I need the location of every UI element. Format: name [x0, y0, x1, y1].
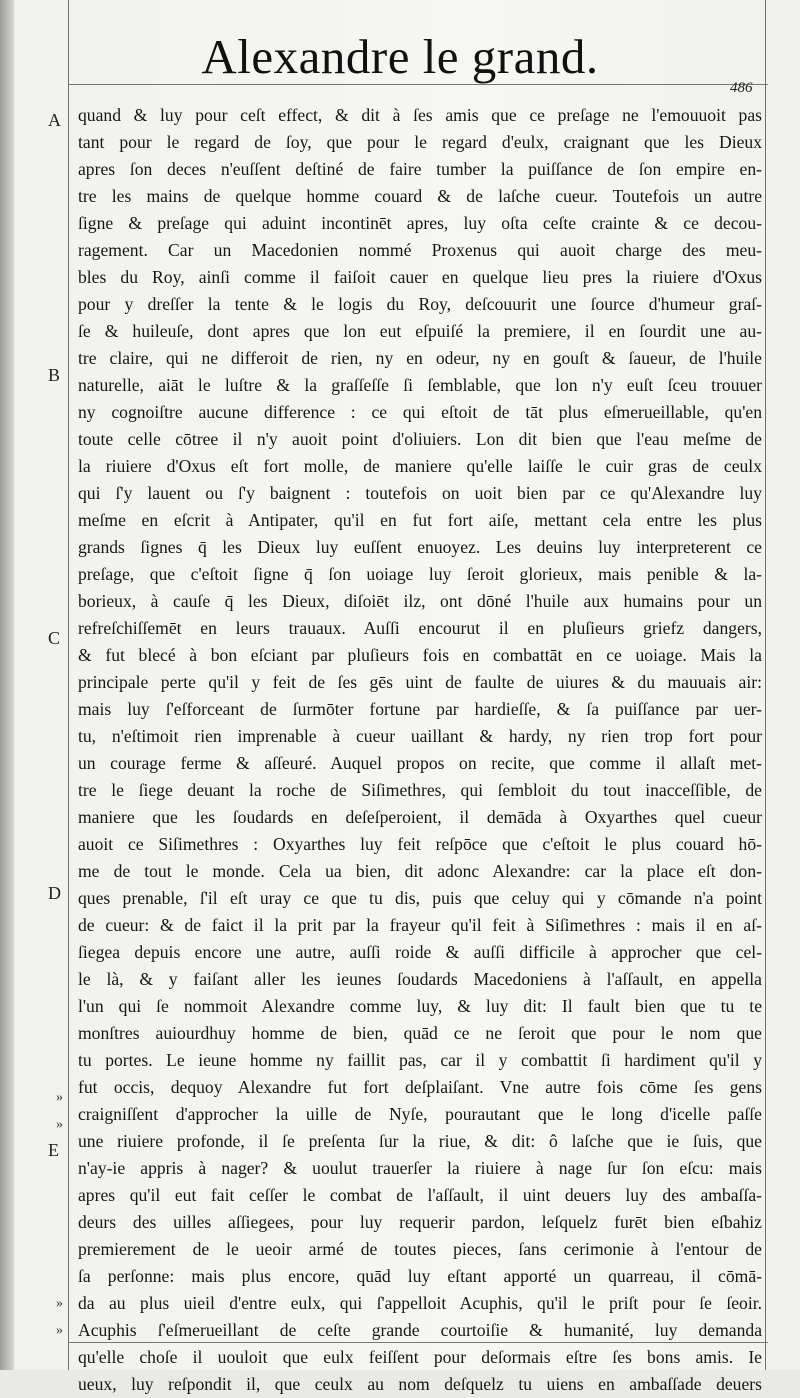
margin-quote-mark: » [56, 1090, 63, 1105]
text-line: mais luy ſ'eſforceant de ſurmōter fortune par hardieſſe, & ſa puiſſance par uer- [78, 699, 762, 719]
text-line: le là, & y faiſant aller les ieunes ſoudards Macedoniens à l'aſſault, en appella [78, 969, 762, 989]
text-line: toute celle cōtree il n'y auoit point d'oliuiers. Lon dit bien que l'eau meſme de [78, 429, 762, 449]
text-line: fut occis, dequoy Alexandre fut fort deſplaiſant. Vne autre fois cōme ſes gens [78, 1077, 762, 1097]
text-line: ſigne & preſage qui aduint incontinēt apres, luy oſta ceſte crainte & ce decou- [78, 213, 762, 233]
text-line: Acuphis ſ'eſmerueillant de ceſte grande courtoiſie & humanité, luy demanda [78, 1320, 762, 1340]
text-line: borieux, à cauſe q̄ les Dieux, diſoiēt ilz, ont dōné l'huile aux humains pour un [78, 591, 762, 611]
text-line: un courage ferme & aſſeuré. Auquel propos on recite, que comme il allaſt met- [78, 753, 762, 773]
text-line: tre les mains de quelque homme couard & de laſche cueur. Toutefois un autre [78, 186, 762, 206]
text-line: premierement de le ueoir armé de toutes pieces, ſans cerimonie à l'entour de [78, 1239, 762, 1259]
text-line: qu'elle choſe il uouloit que eulx feiſſent pour deſormais eſtre ſes bons amis. Ie [78, 1347, 762, 1367]
text-line: da au plus uieil d'entre eulx, qui ſ'appelloit Acuphis, qu'il le priſt pour ſe ſeoir. [78, 1293, 762, 1313]
text-line: ueux, luy reſpondit il, que ceulx au nom deſquelz tu uiens en ambaſſade deuers [78, 1374, 762, 1394]
text-line: ſe & huileuſe, dont apres que lon eut eſpuiſé la premiere, il en ſourdit une au- [78, 321, 762, 341]
text-line: deurs des uilles aſſiegees, pour luy requerir pardon, leſquelz furēt bien eſbahiz [78, 1212, 762, 1232]
margin-quote-mark: » [56, 1117, 63, 1132]
text-line: grands ſignes q̄ les Dieux luy euſſent enuoyez. Les deuins luy interpreterent ce [78, 537, 762, 557]
text-line: auoit ce Siſimethres : Oxyarthes luy feit reſpōce que c'eſtoit le plus couard hō- [78, 834, 762, 854]
text-line: & fut blecé à bon eſciant par pluſieurs fois en combattāt en ce uoiage. Mais la [78, 645, 762, 665]
text-line: apres qu'il eut fait ceſſer le combat de l'aſſault, il uint deuers luy des ambaſſa- [78, 1185, 762, 1205]
text-line: naturelle, aiāt le luſtre & la graſſeſſe ſi ſemblable, que lon n'y euſt ſceu trouuer [78, 375, 762, 395]
page-gutter-shadow [0, 0, 14, 1370]
text-line: n'ay-ie appris à nager? & uoulut trauerſer la riuiere à nage ſur ſon eſcu: mais [78, 1158, 762, 1178]
text-line: tant pour le regard de ſoy, que pour le regard d'eulx, craignant que les Dieux [78, 132, 762, 152]
margin-quote-mark: » [56, 1323, 63, 1338]
text-line: quand & luy pour ceſt effect, & dit à ſes amis que ce preſage ne l'emouuoit pas [78, 105, 762, 125]
body-text [78, 102, 762, 1398]
left-margin-rule [68, 0, 69, 1370]
text-line: la riuiere d'Oxus eſt fort molle, de maniere qu'elle laiſſe le cuir gras de ceulx [78, 456, 762, 476]
text-line: l'un qui ſe nommoit Alexandre comme luy, & luy dit: Il fault bien que tu te [78, 996, 762, 1016]
text-line: qui ſ'y lauent ou ſ'y baignent : toutefois on uoit bien par ce qu'Alexandre luy [78, 483, 762, 503]
text-line: de cueur: & de faict il la prit par la frayeur qu'il feit à Siſimethres : mais il en aſ- [78, 915, 762, 935]
page-number: 486 [730, 80, 753, 96]
text-line: me de tout le monde. Cela ua bien, dit adonc Alexandre: car la place eſt don- [78, 861, 762, 881]
text-line: tu portes. Le ieune homme ny faillit pas, car il y combattit ſi hardiment qu'il y [78, 1050, 762, 1070]
text-line: maniere que les ſoudards en deſeſperoient, il demāda à Oxyarthes quel cueur [78, 807, 762, 827]
text-line: ſa perſonne: mais plus encore, quād luy eſtant apporté un quarreau, il cōmā- [78, 1266, 762, 1286]
text-line: ragement. Car un Macedonien nommé Proxenus qui auoit charge des meu- [78, 240, 762, 260]
text-line: ny cognoiſtre aucune difference : ce qui eſtoit de tāt plus eſmerueillable, qu'en [78, 402, 762, 422]
running-title: Alexandre le grand. [201, 29, 599, 84]
text-line: pour y dreſſer la tente & le logis du Roy, deſcouurit une ſource d'humeur graſ- [78, 294, 762, 314]
text-line: tu, n'eſtimoit rien imprenable à cueur uaillant & hardy, ny rien trop fort pour [78, 726, 762, 746]
text-line: ques prenable, ſ'il eſt uray ce que tu dis, puis que celuy qui y cōmande n'a point [78, 888, 762, 908]
right-margin-rule [765, 0, 766, 1370]
margin-quote-mark: » [56, 1296, 63, 1311]
margin-letter-a: A [48, 110, 61, 130]
text-line: meſme en eſcrit à Antipater, qu'il en fut fort aiſe, mettant cela entre les plus [78, 510, 762, 530]
text-line: tre claire, qui ne differoit de rien, ny en odeur, ny en gouſt & ſaueur, de l'huile [78, 348, 762, 368]
text-line: preſage, que c'eſtoit ſigne q̄ ſon uoiage luy ſeroit glorieux, mais penible & la- [78, 564, 762, 584]
margin-letter-d: D [48, 883, 61, 903]
text-line: refreſchiſſemēt en leurs trauaux. Auſſi encourut il en pluſieurs griefz dangers, [78, 618, 762, 638]
text-line: principale perte qu'il y feit de ſes gēs uint de faulte de uiures & du mauuais air: [78, 672, 762, 692]
text-line: ſiegea depuis encore une autre, auſſi roide & auſſi difficile à approcher que cel- [78, 942, 762, 962]
margin-letter-b: B [48, 365, 61, 385]
margin-letter-e: E [48, 1140, 59, 1160]
margin-letter-c: C [48, 628, 61, 648]
text-line: une riuiere profonde, il ſe preſenta ſur la riue, & dit: ô laſche que ie ſuis, que [78, 1131, 762, 1151]
text-line: craigniſſent d'approcher la uille de Nyſe, pourautant que le long d'icelle paſſe [78, 1104, 762, 1124]
text-line: bles du Roy, ainſi comme il faiſoit cauer en quelque lieu pres la riuiere d'Oxus [78, 267, 762, 287]
text-line: tre le ſiege deuant la roche de Siſimethres, qui ſembloit du tout inacceſſible, de [78, 780, 762, 800]
text-line: apres ſon deces n'euſſent deſtiné de faire tumber la puiſſance de ſon empire en- [78, 159, 762, 179]
text-line: monſtres auiourdhuy homme de bien, quād ce ne ſeroit que pour le nom que [78, 1023, 762, 1043]
